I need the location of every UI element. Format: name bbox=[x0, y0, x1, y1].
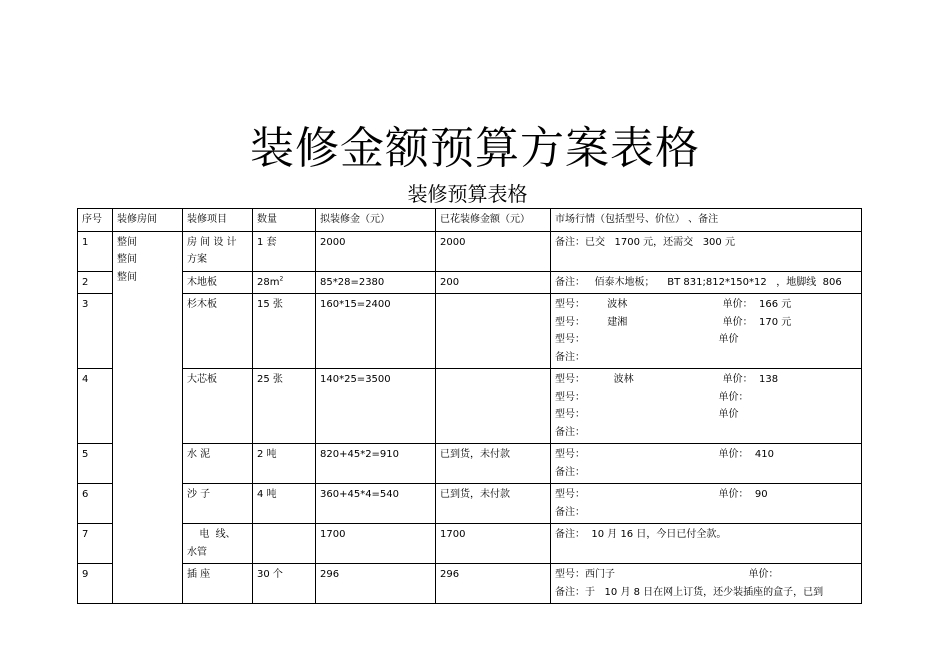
market-line: 型号： 单价 bbox=[555, 409, 739, 420]
table-row bbox=[78, 524, 862, 564]
cell-market bbox=[551, 271, 862, 294]
cell-qty bbox=[253, 271, 316, 294]
header-market: 市场行情（包括型号、价位） 、备注 bbox=[551, 209, 862, 232]
cell-spent: 已到货，未付款 bbox=[436, 444, 551, 484]
header-spent: 已花装修金额（元） bbox=[436, 209, 551, 232]
header-row bbox=[78, 209, 862, 232]
cell-item: 沙 子 bbox=[183, 484, 253, 524]
cell-plan: 140*25=3500 bbox=[316, 369, 436, 444]
table-row bbox=[78, 444, 862, 484]
cell-market bbox=[551, 524, 862, 564]
header-room: 装修房间 bbox=[113, 209, 183, 232]
cell-no: 6 bbox=[78, 484, 113, 524]
cell-spent: 1700 bbox=[436, 524, 551, 564]
room-line: 整间 bbox=[117, 254, 137, 265]
cell-item: 杉木板 bbox=[183, 294, 253, 369]
market-line: 备注： bbox=[555, 426, 585, 438]
item-line: 房 间 设 计 bbox=[187, 236, 237, 248]
cell-item bbox=[183, 524, 253, 564]
market-line: 备注： bbox=[555, 506, 585, 518]
cell-qty: 30 个 bbox=[253, 564, 316, 604]
market-line: 型号： 单价： bbox=[555, 391, 749, 403]
room-line: 整间 bbox=[117, 271, 137, 283]
market-line: 型号： 波林 单价： 138 bbox=[555, 374, 779, 385]
table-row bbox=[78, 564, 862, 604]
cell-no: 3 bbox=[78, 294, 113, 369]
cell-qty: 1 套 bbox=[253, 231, 316, 271]
cell-plan: 160*15=2400 bbox=[316, 294, 436, 369]
header-plan: 拟装修金（元） bbox=[316, 209, 436, 232]
cell-market bbox=[551, 369, 862, 444]
table-row bbox=[78, 231, 862, 271]
market-line: 备注： bbox=[555, 466, 585, 478]
market-line: 型号： 单价： 90 bbox=[555, 489, 768, 500]
cell-plan: 296 bbox=[316, 564, 436, 604]
cell-no: 4 bbox=[78, 369, 113, 444]
market-line: 备注： bbox=[555, 351, 585, 363]
qty-superscript: 2 bbox=[279, 275, 284, 283]
cell-qty: 15 张 bbox=[253, 294, 316, 369]
qty-value: 28m bbox=[257, 276, 280, 288]
market-line: 备注：已交 1700 元，还需交 300 元 bbox=[555, 236, 735, 248]
header-no: 序号 bbox=[78, 209, 113, 232]
cell-spent bbox=[436, 294, 551, 369]
cell-spent bbox=[436, 369, 551, 444]
cell-no: 9 bbox=[78, 564, 113, 604]
room-line: 整间 bbox=[117, 236, 137, 248]
cell-item: 木地板 bbox=[183, 271, 253, 294]
cell-market bbox=[551, 444, 862, 484]
cell-plan: 820+45*2=910 bbox=[316, 444, 436, 484]
market-line: 备注： 10 月 16 日，今日已付全款。 bbox=[555, 529, 727, 540]
cell-market bbox=[551, 564, 862, 604]
cell-item: 水 泥 bbox=[183, 444, 253, 484]
page-title: 装修金额预算方案表格 bbox=[250, 123, 700, 174]
cell-market bbox=[551, 484, 862, 524]
item-line: 电 线、 bbox=[199, 529, 236, 540]
cell-qty bbox=[253, 524, 316, 564]
budget-table bbox=[77, 208, 862, 604]
cell-market bbox=[551, 294, 862, 369]
cell-spent: 2000 bbox=[436, 231, 551, 271]
market-line: 备注：于 10 月 8 日在网上订货，还少装插座的盒子，已到 bbox=[555, 586, 824, 598]
table-row bbox=[78, 294, 862, 369]
table-row bbox=[78, 484, 862, 524]
cell-no: 5 bbox=[78, 444, 113, 484]
cell-qty: 4 吨 bbox=[253, 484, 316, 524]
market-line: 型号：西门子 单价： bbox=[555, 569, 779, 580]
market-line: 型号： 单价： 410 bbox=[555, 449, 774, 460]
item-line: 方案 bbox=[187, 254, 207, 265]
cell-qty: 25 张 bbox=[253, 369, 316, 444]
cell-no: 7 bbox=[78, 524, 113, 564]
item-line: 水管 bbox=[187, 546, 207, 558]
header-item: 装修项目 bbox=[183, 209, 253, 232]
cell-plan: 85*28=2380 bbox=[316, 271, 436, 294]
cell-no: 2 bbox=[78, 271, 113, 294]
cell-qty: 2 吨 bbox=[253, 444, 316, 484]
cell-no: 1 bbox=[78, 231, 113, 271]
cell-room bbox=[113, 231, 183, 604]
header-qty: 数量 bbox=[253, 209, 316, 232]
market-line: 型号： 单价 bbox=[555, 334, 739, 345]
cell-spent: 已到货，未付款 bbox=[436, 484, 551, 524]
cell-plan: 2000 bbox=[316, 231, 436, 271]
cell-market bbox=[551, 231, 862, 271]
cell-spent: 296 bbox=[436, 564, 551, 604]
table-row bbox=[78, 369, 862, 444]
cell-plan: 1700 bbox=[316, 524, 436, 564]
market-line: 型号： 建湘 单价： 170 元 bbox=[555, 316, 792, 328]
cell-item bbox=[183, 231, 253, 271]
cell-item: 大芯板 bbox=[183, 369, 253, 444]
cell-spent: 200 bbox=[436, 271, 551, 294]
market-line: 型号： 波林 单价： 166 元 bbox=[555, 299, 792, 310]
cell-plan: 360+45*4=540 bbox=[316, 484, 436, 524]
market-line: 备注： 佰泰木地板； BT 831;812*150*12 ，地脚线 806 bbox=[555, 276, 842, 288]
table-title: 装修预算表格 bbox=[407, 182, 528, 206]
table-row bbox=[78, 271, 862, 294]
cell-item: 插 座 bbox=[183, 564, 253, 604]
